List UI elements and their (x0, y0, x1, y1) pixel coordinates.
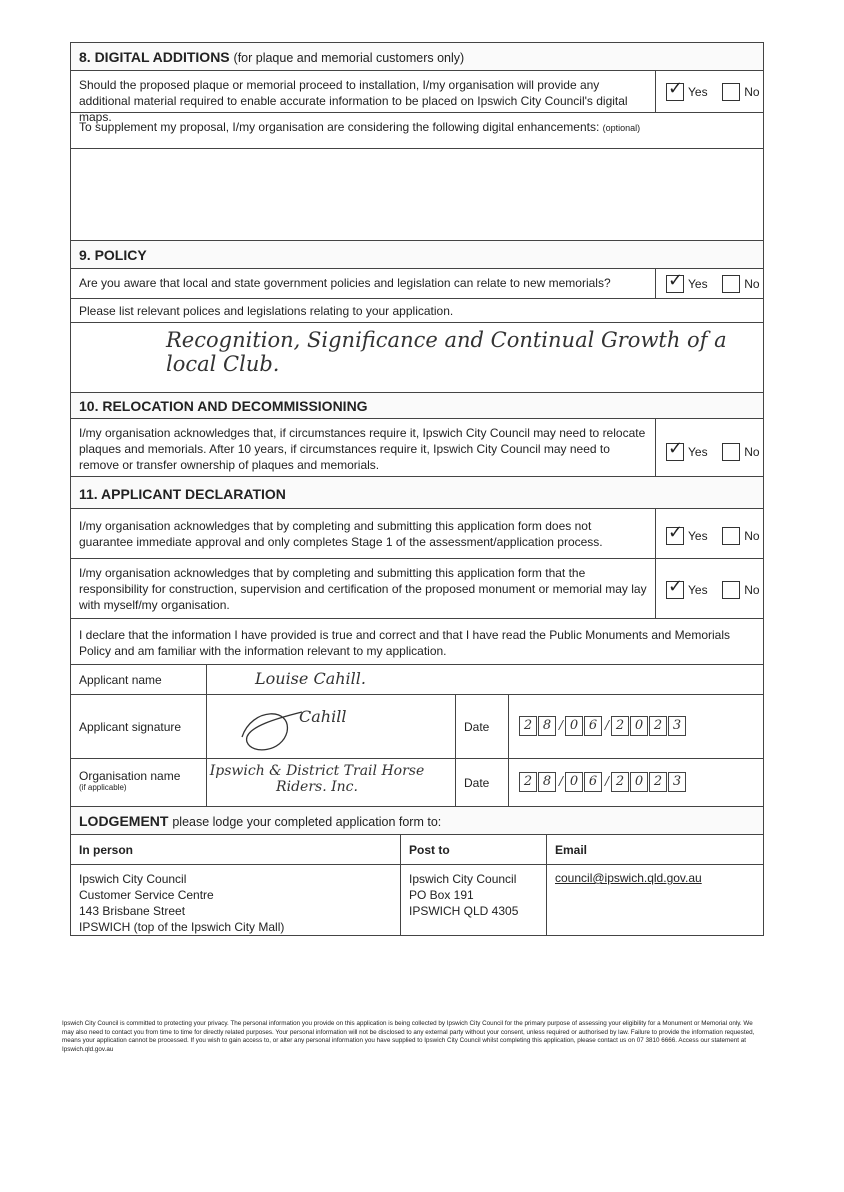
section-title: 11. APPLICANT DECLARATION (79, 486, 286, 502)
lodgement-columns (70, 834, 764, 864)
address-line: IPSWICH QLD 4305 (409, 904, 519, 918)
digital-maps-row (70, 70, 764, 124)
organisation-name-field[interactable]: Ipswich & District Trail Horse Riders. Inc. (207, 759, 456, 806)
date-field[interactable] (509, 759, 687, 806)
declaration-row (70, 618, 764, 664)
no-label: No (744, 85, 760, 99)
yes-no-choice[interactable] (666, 443, 760, 461)
date-digit-box[interactable]: 6 (584, 772, 602, 792)
date-digit-box[interactable]: 6 (584, 716, 602, 736)
no-checkbox[interactable] (722, 443, 740, 461)
yes-checkbox[interactable] (666, 581, 684, 599)
question-text: I/my organisation acknowledges that, if circumstances require it, Ipswich City Council may need to relocate plaques and memorials. After 10 years, if circumstances require it, Ipswich City Council may need to remove or transfer ownership of plaques and memorials. (71, 419, 656, 476)
section-title: 8. DIGITAL ADDITIONS (79, 49, 230, 65)
question-text: Should the proposed plaque or memorial proceed to installation, I/my organisation will provide any additional material required to enable accurate information to be placed on Ipswich City Council's digital maps. (71, 71, 656, 112)
organisation-label-text: Organisation name (79, 769, 181, 783)
date-digit-box[interactable]: 8 (538, 716, 556, 736)
lodgement-header (70, 806, 764, 834)
signature-image (232, 697, 312, 755)
email-heading: Email (555, 843, 588, 857)
date-digit-box[interactable]: 2 (649, 716, 667, 736)
post-to-heading: Post to (401, 835, 547, 864)
applicant-name-row (70, 664, 764, 694)
date-label: Date (456, 759, 509, 806)
signature-row (70, 694, 764, 758)
relocation-row (70, 418, 764, 476)
address-line: Ipswich City Council (409, 872, 517, 886)
yes-label: Yes (688, 583, 708, 597)
date-separator: / (558, 774, 564, 788)
date-digit-box[interactable]: 0 (630, 716, 648, 736)
section-11-header (70, 476, 764, 508)
question-text: I/my organisation acknowledges that by completing and submitting this application form that the responsibility for construction, supervision and certification of the proposed monument or memorial may lay with myself/my organisation. (71, 559, 656, 618)
yes-no-choice[interactable] (666, 527, 760, 545)
handwritten-value: Recognition, Significance and Continual Growth of a local Club. (166, 328, 727, 376)
date-digit-box[interactable]: 8 (538, 772, 556, 792)
yes-checkbox[interactable] (666, 443, 684, 461)
policies-label-row (70, 298, 764, 322)
question-text: Are you aware that local and state government policies and legislation can relate to new memorials? (71, 269, 656, 298)
yes-no-choice[interactable] (666, 83, 760, 101)
in-person-address (71, 865, 401, 935)
in-person-heading: In person (71, 835, 401, 864)
yes-label: Yes (688, 277, 708, 291)
signature-text: Cahill (299, 707, 347, 726)
section-title: LODGEMENT (79, 813, 169, 829)
date-separator: / (604, 774, 610, 788)
question-text: To supplement my proposal, I/my organisation are considering the following digital enhancements: (79, 120, 600, 134)
optional-note: (optional) (602, 123, 641, 133)
policy-awareness-row (70, 268, 764, 298)
question-text: I/my organisation acknowledges that by completing and submitting this application form does not guarantee immediate approval and only completes Stage 1 of the assessment/application process. (71, 509, 656, 558)
yes-label: Yes (688, 85, 708, 99)
section-title: 9. POLICY (79, 247, 147, 263)
no-checkbox[interactable] (722, 275, 740, 293)
no-label: No (744, 583, 760, 597)
section-subtitle: (for plaque and memorial customers only) (233, 51, 465, 65)
date-digit-box[interactable]: 0 (565, 716, 583, 736)
yes-label: Yes (688, 445, 708, 459)
date-separator: / (558, 718, 564, 732)
yes-checkbox[interactable] (666, 527, 684, 545)
yes-no-choice[interactable] (666, 275, 760, 293)
date-field[interactable] (509, 695, 687, 758)
date-digit-box[interactable]: 3 (668, 716, 686, 736)
lodgement-details (70, 864, 764, 936)
no-checkbox[interactable] (722, 83, 740, 101)
no-label: No (744, 277, 760, 291)
no-checkbox[interactable] (722, 581, 740, 599)
privacy-statement: Ipswich City Council is committed to protecting your privacy. The personal information you provide on this application is being collected by Ipswich City Council for the primary purpose of assessing your eligibility for a Monument or Memorial only. We may also need to contact you from time to time for directly related purposes. Your personal information will not be disclosed to any external party without your consent, unless required or authorised by law. Failure to provide the information requested, means your application cannot be processed. If you wish to gain access to, or alter any personal information you have supplied to Ipswich City Council whilst completing this application, please contact us on 07 3810 6666. Access our statement at Ipswich.qld.gov.au (62, 1020, 755, 1053)
question-text: Please list relevant polices and legislations relating to your application. (79, 304, 454, 318)
address-line: IPSWICH (top of the Ipswich City Mall) (79, 920, 285, 934)
address-line: Ipswich City Council (79, 872, 187, 886)
applicant-name-field[interactable]: Louise Cahill. (255, 669, 366, 688)
address-line: Customer Service Centre (79, 888, 214, 902)
date-digit-box[interactable]: 3 (668, 772, 686, 792)
date-digit-box[interactable]: 2 (611, 716, 629, 736)
stage-1-row (70, 508, 764, 558)
declaration-text: I declare that the information I have provided is true and correct and that I have read the Public Monuments and Memorials Policy and am familiar with the information relevant to my application. (79, 628, 731, 658)
policies-field[interactable] (70, 322, 764, 392)
section-10-header (70, 392, 764, 418)
date-digit-box[interactable]: 2 (611, 772, 629, 792)
date-separator: / (604, 718, 610, 732)
date-digit-box[interactable]: 2 (519, 772, 537, 792)
post-address (401, 865, 547, 935)
yes-checkbox[interactable] (666, 83, 684, 101)
section-8-header (70, 42, 764, 70)
applicant-name-label: Applicant name (71, 665, 207, 694)
no-label: No (744, 445, 760, 459)
if-applicable-note: (if applicable) (79, 783, 127, 792)
email-link[interactable]: council@ipswich.qld.gov.au (555, 871, 702, 885)
yes-no-choice[interactable] (666, 581, 760, 599)
no-checkbox[interactable] (722, 527, 740, 545)
signature-field[interactable] (207, 695, 456, 758)
yes-label: Yes (688, 529, 708, 543)
responsibility-row (70, 558, 764, 618)
date-label: Date (456, 695, 509, 758)
organisation-label (71, 759, 207, 806)
section-9-header (70, 240, 764, 268)
date-digit-box[interactable]: 2 (649, 772, 667, 792)
address-line: PO Box 191 (409, 888, 474, 902)
organisation-row (70, 758, 764, 806)
section-subtitle: please lodge your completed application form to: (172, 815, 442, 829)
no-label: No (744, 529, 760, 543)
digital-enhancements-label-row (70, 112, 764, 148)
date-digit-box[interactable]: 2 (519, 716, 537, 736)
date-digit-box[interactable]: 0 (630, 772, 648, 792)
date-digit-box[interactable]: 0 (565, 772, 583, 792)
address-line: 143 Brisbane Street (79, 904, 186, 918)
digital-enhancements-field[interactable] (70, 148, 764, 240)
signature-label: Applicant signature (71, 695, 207, 758)
yes-checkbox[interactable] (666, 275, 684, 293)
section-title: 10. RELOCATION AND DECOMMISSIONING (79, 398, 368, 414)
